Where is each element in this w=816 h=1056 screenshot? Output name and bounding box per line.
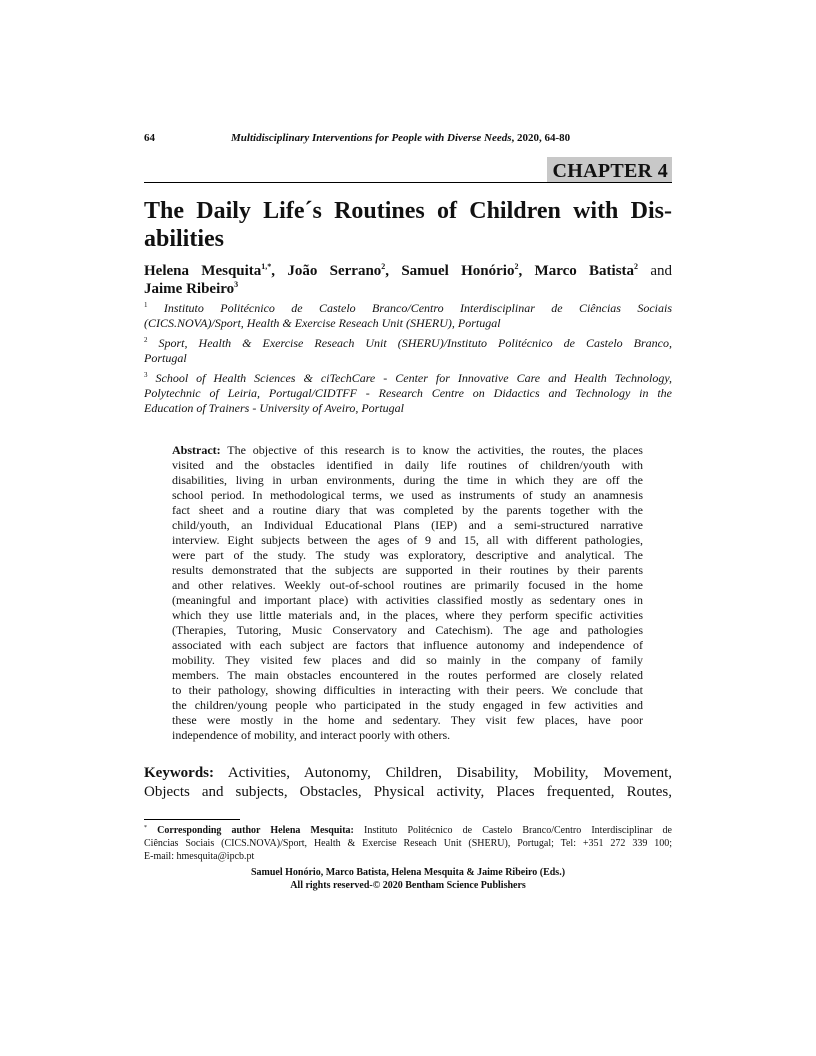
copyright-line: All rights reserved-© 2020 Bentham Science Publishers <box>290 880 526 891</box>
keywords-label: Keywords: <box>144 765 214 781</box>
journal-title: Multidisciplinary Interventions for People with Diverse Needs <box>231 132 512 144</box>
affiliation-line: Education of Trainers - University of Aveiro, Portugal <box>144 401 404 415</box>
abstract-line: disabilities, living in urban environments, during the time in which they are off the <box>172 473 643 487</box>
abstract-line: (meaningful and important place) with activities classified mostly as sedentary ones in <box>172 593 643 607</box>
abstract-line: were part of the study. The study was exploratory, descriptive and analytical. The <box>172 548 643 562</box>
journal-year-pages: , 2020, 64-80 <box>511 132 571 144</box>
author-name: Helena Mesquita <box>144 263 262 279</box>
author-name: Marco Batista <box>534 263 635 279</box>
abstract-line: to their pathology, showing difficulties in interacting with their peers. We conclude that <box>172 683 643 697</box>
title-line-1: The Daily Life´s Routines of Children with Dis- <box>144 198 672 224</box>
abstract-line: The objective of this research is to know the activities, the routes, the places <box>227 443 643 457</box>
affiliation <box>144 371 672 416</box>
abstract-line: which they use little materials and, in the places, where they perform specific activities <box>172 608 643 622</box>
author-name: Samuel Honório <box>401 263 515 279</box>
footnote-email: E-mail: hmesquita@ipcb.pt <box>144 851 255 862</box>
affiliation-line: Portugal <box>144 351 187 365</box>
affiliation-line: Sport, Health & Exercise Reseach Unit (SHERU)/Instituto Politécnico de Castelo Branco, <box>158 336 673 350</box>
abstract-line: independence of mobility, and interact poorly with others. <box>172 728 451 742</box>
abstract-label: Abstract: <box>172 443 221 457</box>
author-name: Jaime Ribeiro <box>144 281 235 297</box>
abstract-line: interview. Eight subjects between the ages of 9 and 15, all with different pathologies, <box>172 533 643 547</box>
footnote-line: Ciências Sociais (CICS.NOVA)/Sport, Health & Exercise Reseach Unit (SHERU), Portugal; Tel: +351 272 339 100; <box>144 838 672 849</box>
affiliation-line: Instituto Politécnico de Castelo Branco/Centro Interdisciplinar de Ciências Sociais <box>163 301 673 315</box>
affiliation-line: School of Health Sciences & ciTechCare - Center for Innovative Care and Health Technology, <box>155 371 673 385</box>
abstract-line: (Therapies, Tutoring, Music Conservatory and Catechism). The age and pathologies <box>172 623 643 637</box>
abstract-line: child/youth, an Individual Educational Plans (IEP) and a semi-structured narrative <box>172 518 643 532</box>
affiliation-marker: 1 <box>144 301 148 309</box>
abstract-line: results demonstrated that the subjects are supported in their routines by their parents <box>172 563 643 577</box>
footnote-divider <box>144 819 240 820</box>
title-line-2: abilities <box>144 226 225 252</box>
editors-line: Samuel Honório, Marco Batista, Helena Mesquita & Jaime Ribeiro (Eds.) <box>250 867 566 878</box>
affiliation-marker: 3 <box>144 371 148 379</box>
footnote-label: Corresponding author Helena Mesquita: <box>157 825 354 836</box>
keywords-line: Objects and subjects, Obstacles, Physical activity, Places frequented, Routes, <box>144 784 672 800</box>
keywords <box>144 764 672 802</box>
publisher-notice <box>144 866 672 892</box>
author-name: João Serrano <box>287 263 382 279</box>
author-conjunction: and <box>650 263 672 279</box>
keywords-line: Activities, Autonomy, Children, Disability, Mobility, Movement, <box>227 765 672 781</box>
author-affiliation-marker: 1,* <box>261 262 272 271</box>
abstract-line: visited and the obstacles identified in daily life routines of children/youth with <box>172 458 643 472</box>
affiliation-line: (CICS.NOVA)/Sport, Health & Exercise Reseach Unit (SHERU), Portugal <box>144 316 501 330</box>
abstract-line: school period. In methodological terms, we used as instruments of study an anamnesis <box>172 488 643 502</box>
footnote-line: Instituto Politécnico de Castelo Branco/Centro Interdisciplinar de <box>364 825 673 836</box>
journal-citation <box>231 132 570 144</box>
article-title <box>144 197 672 253</box>
author-list: Helena Mesquita$^{1,*}$, João Serrano$^2$, Samuel Honório$^2$, Marco Batista$^2$ and Jaime Ribeiro$^3$ <box>144 262 672 297</box>
affiliation-marker: 2 <box>144 336 148 344</box>
abstract-line: members. The main obstacles encountered in the routes performed are closely related <box>172 668 643 682</box>
abstract-line: the children/young people who participated in the study engaged in few activities and <box>172 698 643 712</box>
chapter-divider <box>144 182 672 183</box>
chapter-label: CHAPTER 4 <box>547 157 672 183</box>
author-affiliation-marker: 2 <box>634 262 639 271</box>
affiliation-line: Polytechnic of Leiria, Portugal/CIDTFF - Research Centre on Didactics and Technology in the <box>144 386 672 400</box>
abstract <box>172 443 643 743</box>
abstract-line: mobility. They visited few places and did so mainly in the company of family <box>172 653 643 667</box>
page-number: 64 <box>144 132 155 144</box>
author-affiliation-marker: 2 <box>514 262 519 271</box>
corresponding-author-footnote <box>144 824 672 863</box>
author-affiliation-marker: 2 <box>381 262 386 271</box>
abstract-line: fact sheet and a routine diary that was completed by the parents together with the <box>172 503 643 517</box>
abstract-line: these were mostly in the home and sedentary. They visit few places, have poor <box>172 713 643 727</box>
abstract-line: and other relatives. Weekly out-of-school routines are primarily focused in the home <box>172 578 643 592</box>
author-affiliation-marker: 3 <box>234 280 239 289</box>
footnote-marker: * <box>144 825 147 831</box>
affiliation <box>144 301 672 331</box>
abstract-line: associated with each subject are factors that influence autonomy and independence of <box>172 638 643 652</box>
affiliation <box>144 336 672 366</box>
